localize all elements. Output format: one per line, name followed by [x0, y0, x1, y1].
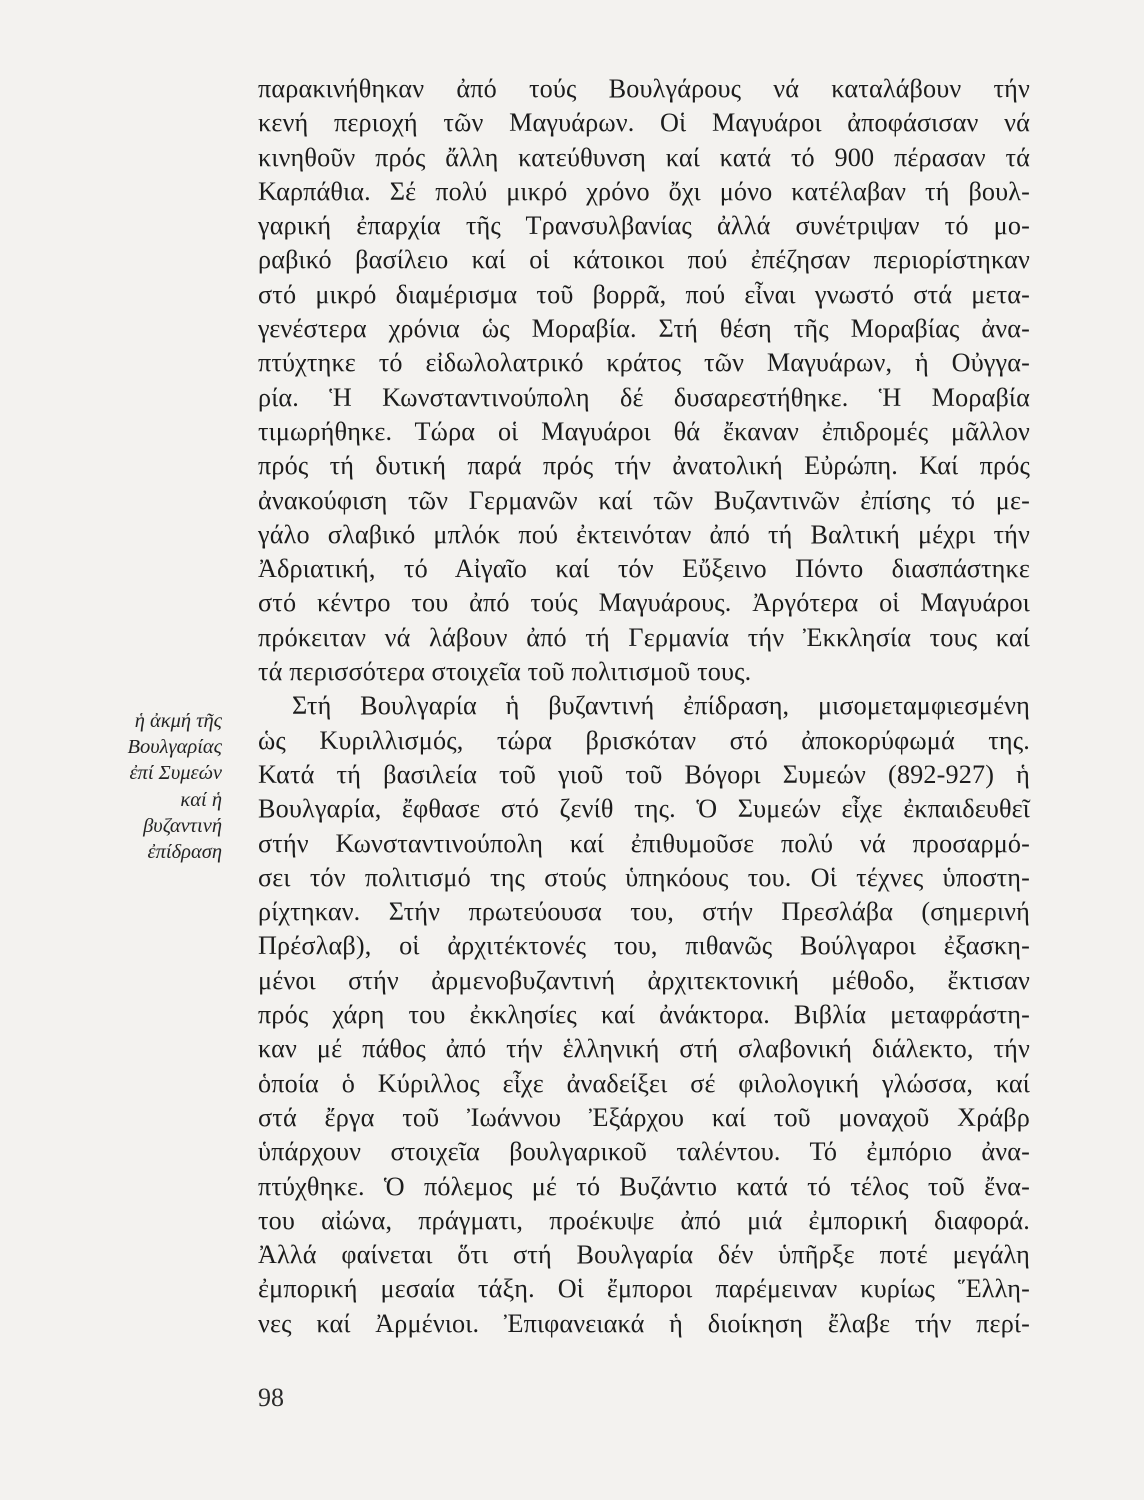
text-line: πρός τή δυτική παρά πρός τήν ἀνατολική Εὐρώπη. Καί πρός [258, 451, 1030, 481]
margin-note-line: ἡ ἀκμή τῆς [134, 710, 222, 732]
text-line: Πρέσλαβ), οἱ ἀρχιτέκτονές του, πιθανῶς Βούλγαροι ἐξασκη- [258, 931, 1030, 961]
text-line: Ἀλλά φαίνεται ὅτι στή Βουλγαρία δέν ὑπῆρξε ποτέ μεγάλη [258, 1240, 1030, 1270]
margin-note-line: Βουλγαρίας [127, 736, 222, 759]
margin-note [32, 708, 222, 865]
text-line: ὡς Κυριλλισμός, τώρα βρισκόταν στό ἀποκορύφωμά της. [258, 725, 1030, 755]
text-line: μένοι στήν ἀρμενοβυζαντινή ἀρχιτεκτονική μέθοδο, ἔκτισαν [258, 965, 1030, 995]
text-line: γάλο σλαβικό μπλόκ πού ἐκτεινόταν ἀπό τή Βαλτική μέχρι τήν [258, 519, 1030, 549]
text-line: πτύχθηκε. Ὁ πόλεμος μέ τό Βυζάντιο κατά τό τέλος τοῦ ἔνα- [258, 1171, 1030, 1201]
text-line: κενή περιοχή τῶν Μαγυάρων. Οἱ Μαγυάροι ἀποφάσισαν νά [258, 108, 1030, 138]
page-number: 98 [258, 1383, 284, 1412]
text-line: στά ἔργα τοῦ Ἰωάννου Ἐξάρχου καί τοῦ μοναχοῦ Χράβρ [258, 1102, 1030, 1132]
margin-note-line: καί ἡ [180, 788, 222, 811]
text-line: ἐμπορική μεσαία τάξη. Οἱ ἔμποροι παρέμειναν κυρίως Ἕλλη- [258, 1274, 1030, 1304]
text-line: γενέστερα χρόνια ὡς Μοραβία. Στή θέση τῆς Μοραβίας ἀνα- [258, 314, 1030, 344]
text-line: του αἰώνα, πράγματι, προέκυψε ἀπό μιά ἐμπορική διαφορά. [258, 1205, 1030, 1235]
paragraph-end-line: τά περισσότερα στοιχεῖα τοῦ πολιτισμοῦ τους. [258, 657, 752, 687]
body-text [258, 72, 1030, 1341]
margin-note-line: βυζαντινή [143, 814, 222, 837]
text-line: γαρική ἐπαρχία τῆς Τρανσυλβανίας ἀλλά συνέτριψαν τό μο- [258, 211, 1030, 241]
text-line: στό μικρό διαμέρισμα τοῦ βορρᾶ, πού εἶναι γνωστό στά μετα- [258, 279, 1030, 309]
text-line: Κατά τή βασιλεία τοῦ γιοῦ τοῦ Βόγορι Συμεών (892-927) ἡ [258, 759, 1030, 789]
text-line: ὑπάρχουν στοιχεῖα βουλγαρικοῦ ταλέντου. Τό ἐμπόριο ἀνα- [258, 1137, 1030, 1167]
text-line: Βουλγαρία, ἔφθασε στό ζενίθ της. Ὁ Συμεών εἶχε ἐκπαιδευθεῖ [258, 794, 1030, 824]
text-line: στήν Κωνσταντινούπολη καί ἐπιθυμοῦσε πολύ νά προσαρμό- [258, 828, 1030, 858]
text-line: τιμωρήθηκε. Τώρα οἱ Μαγυάροι θά ἔκαναν ἐπιδρομές μᾶλλον [258, 416, 1030, 446]
text-line: σει τόν πολιτισμό της στούς ὑπηκόους του. Οἱ τέχνες ὑποστη- [258, 862, 1030, 892]
margin-note-line: ἐπί Συμεών [129, 762, 222, 785]
text-line: ἀνακούφιση τῶν Γερμανῶν καί τῶν Βυζαντινῶν ἐπίσης τό με- [258, 485, 1030, 515]
text-line: ρίχτηκαν. Στήν πρωτεύουσα του, στήν Πρεσλάβα (σημερινή [258, 897, 1030, 927]
text-line: Ἀδριατική, τό Αἰγαῖο καί τόν Εὔξεινο Πόντο διασπάστηκε [258, 554, 1030, 584]
text-line: νες καί Ἀρμένιοι. Ἐπιφανειακά ἡ διοίκηση ἔλαβε τήν περί- [258, 1308, 1030, 1338]
text-line: κινηθοῦν πρός ἄλλη κατεύθυνση καί κατά τό 900 πέρασαν τά [258, 142, 1030, 172]
text-line: Καρπάθια. Σέ πολύ μικρό χρόνο ὄχι μόνο κατέλαβαν τή βουλ- [258, 176, 1030, 206]
text-line: ὁποία ὁ Κύριλλος εἶχε ἀναδείξει σέ φιλολογική γλώσσα, καί [258, 1068, 1030, 1098]
text-line: πτύχτηκε τό εἰδωλολατρικό κράτος τῶν Μαγυάρων, ἡ Οὐγγα- [258, 348, 1030, 378]
margin-note-line: ἐπίδραση [147, 841, 222, 864]
text-line: παρακινήθηκαν ἀπό τούς Βουλγάρους νά καταλάβουν τήν [258, 74, 1030, 103]
text-line: στό κέντρο του ἀπό τούς Μαγυάρους. Ἀργότερα οἱ Μαγυάροι [258, 588, 1030, 618]
text-line: πρός χάρη του ἐκκλησίες καί ἀνάκτορα. Βιβλία μεταφράστη- [258, 1000, 1030, 1030]
text-line: ραβικό βασίλειο καί οἱ κάτοικοι πού ἐπέζησαν περιορίστηκαν [258, 245, 1030, 275]
paragraph-start-line: Στή Βουλγαρία ἡ βυζαντινή ἐπίδραση, μισομεταμφιεσμένη [292, 691, 1030, 721]
text-line: ρία. Ἡ Κωνσταντινούπολη δέ δυσαρεστήθηκε. Ἡ Μοραβία [258, 382, 1030, 412]
text-line: καν μέ πάθος ἀπό τήν ἑλληνική στή σλαβονική διάλεκτο, τήν [258, 1034, 1030, 1064]
text-line: πρόκειταν νά λάβουν ἀπό τή Γερμανία τήν Ἐκκλησία τους καί [258, 622, 1030, 652]
